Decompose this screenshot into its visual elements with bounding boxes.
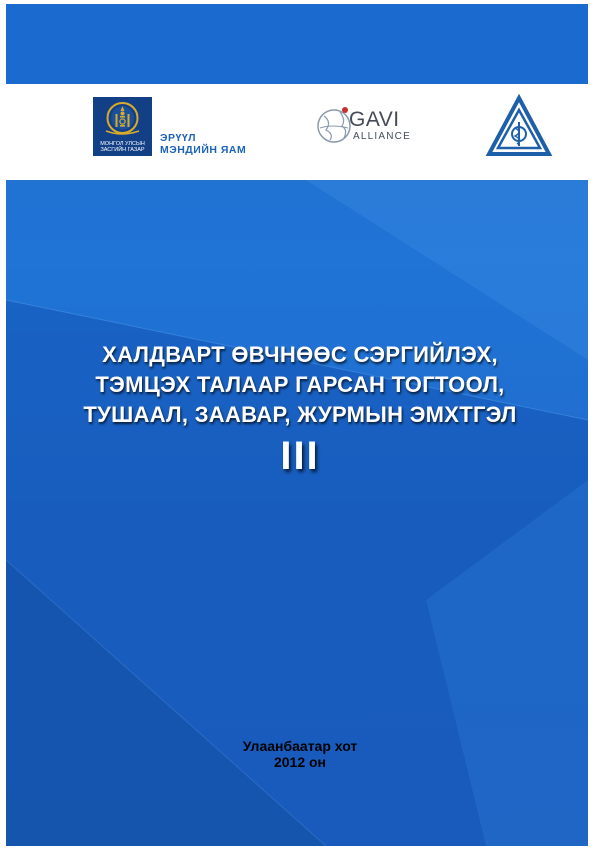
government-emblem-logo bbox=[93, 97, 152, 156]
cover-top-band bbox=[6, 4, 588, 84]
ministry-name-line: МЭНДИЙН ЯАМ bbox=[160, 144, 247, 156]
cover-title bbox=[0, 340, 600, 480]
gavi-subtitle: ALLIANCE bbox=[353, 131, 411, 142]
emblem-caption-line: МОНГОЛ УЛСЫН bbox=[100, 141, 145, 147]
ministry-name bbox=[160, 132, 246, 156]
title-line: ХАЛДВАРТ ӨВЧНӨӨС СЭРГИЙЛЭХ, bbox=[102, 342, 498, 367]
title-line: ТЭМЦЭХ ТАЛААР ГАРСАН ТОГТООЛ, bbox=[95, 372, 505, 397]
soyombo-emblem-icon bbox=[93, 97, 152, 141]
medical-triangle-icon bbox=[483, 92, 555, 164]
publication-info bbox=[0, 738, 600, 770]
emblem-caption-line: ЗАСГИЙН ГАЗАР bbox=[100, 147, 145, 153]
publication-year: 2012 он bbox=[273, 754, 327, 770]
volume-number: III bbox=[280, 434, 320, 478]
title-line: ТУШААЛ, ЗААВАР, ЖУРМЫН ЭМХТГЭЛ bbox=[83, 402, 517, 427]
gavi-name: GAVI bbox=[349, 108, 400, 131]
ministry-name-line: ЭРҮҮЛ bbox=[160, 132, 197, 144]
publication-place: Улаанбаатар хот bbox=[242, 738, 358, 754]
emblem-caption bbox=[93, 141, 152, 153]
